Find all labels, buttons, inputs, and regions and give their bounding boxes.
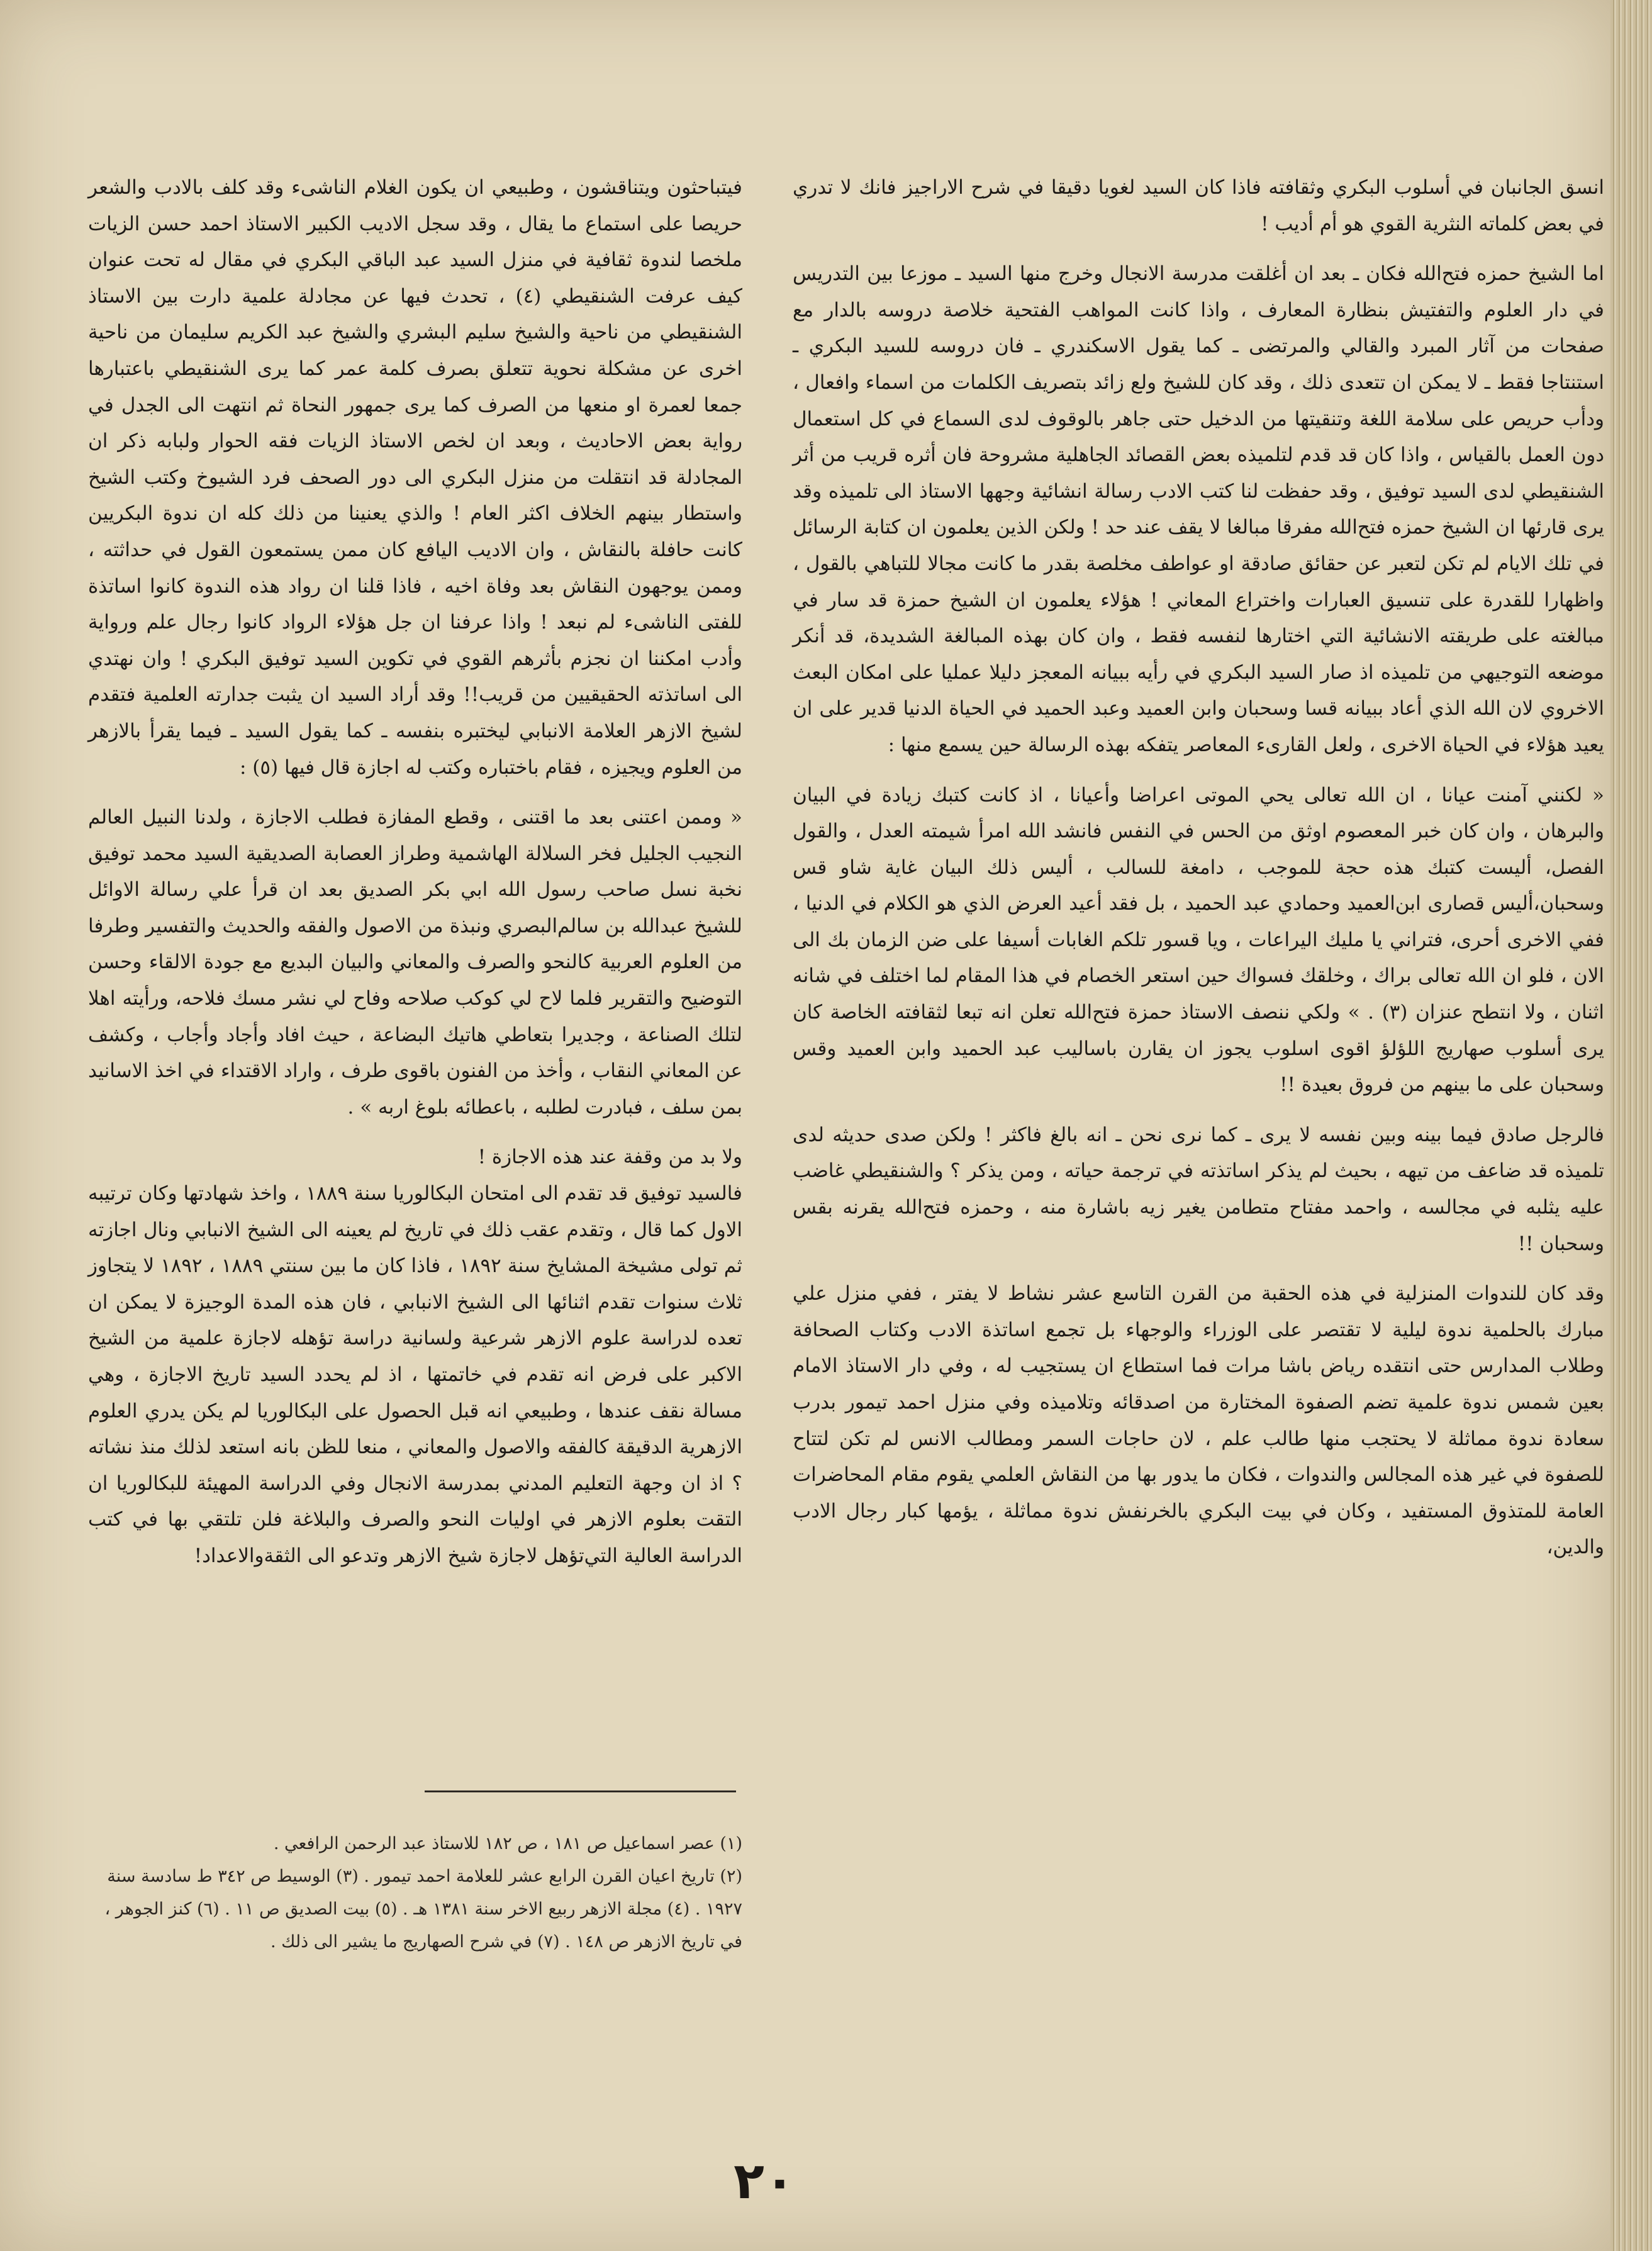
footnote-divider bbox=[425, 1790, 736, 1792]
paragraph: ولا بد من وقفة عند هذه الاجازة ! bbox=[477, 1146, 742, 1169]
paragraph: فالسيد توفيق قد تقدم الى امتحان البكالوريا سنة ١٨٨٩ ، واخذ شهادتها وكان ترتيبه الاول كما قال ، وتقدم عقب ذلك في تاريخ لم يعينه الى الشيخ الانبابي ونال اجازته ثم تولى مشيخة المشايخ سنة ١٨٩٢ ، فاذا كان ما بين سنتي ١٨٨٩ ، ١٨٩٢ لا يتجاوز ثلاث سنوات تقدم اثنائها الى الشيخ الانبابي ، فان هذه المدة الوجيزة لا يمكن ان تعده لدراسة علوم الازهر شرعية ولسانية دراسة تؤهله لاجازة علمية من الشيخ الاكبر على فرض انه تقدم في خاتمتها ، اذ لم يحدد السيد تاريخ الاجازة ، وهي مسالة نقف عندها ، وطبيعي انه قبل الحصول على البكالوريا لم يكن يدري العلوم الازهرية الدقيقة كالفقه والاصول والمعاني ، منعا للظن بانه استعد لذلك منذ نشاته ؟ اذ ان وجهة التعليم المدني بمدرسة الانجال وفي الدراسة المهيئة للبكالوريا ان التقت بعلوم الازهر في اوليات النحو والصرف والبلاغة فلن تلتقي بها في كتب الدراسة العالية التي‌تؤهل لاجازة شيخ الازهر وتدعو الى الثقةوالاعداد! bbox=[88, 1182, 742, 1567]
right-text-column bbox=[793, 170, 1604, 1566]
page-number: ٢٠ bbox=[734, 2152, 795, 2210]
footnote: (١) عصر اسماعيل ص ١٨١ ، ص ١٨٢ للاستاذ عبد الرحمن الرافعي . bbox=[273, 1834, 742, 1853]
quote-paragraph: « لكنني آمنت عيانا ، ان الله تعالى يحي الموتى اعراضا وأعيانا ، اذ كانت كتبك زيادة في البيان والبرهان ، وان كان خبر المعصوم اوثق من الحس في النفس فانشد الله امرأ شيمته العدل ، والقول الفصل، أليست كتبك هذه حجة للموجب ، دامغة للسالب ، أليس ذلك البيان غاية شاو قس وسحبان،أليس قصارى ابن‌العميد وحمادي عبد الحميد ، بل فقد أعيد العرض الذي هو الكلام في الدنيا ، ففي الاخرى أحرى، فتراني يا مليك اليراعات ، ويا قسور تلكم الغابات أسيفا على ضن الزمان بك الى الان ، فلو ان الله تعالى براك ، وخلقك فسواك حين استعر الخصام في هذا المقام لما اختلف في شانه اثنان ، ولا انتطح عنزان (٣) . » ولكي ننصف الاستاذ حمزة فتح‌الله تعلن انه تبعا لثقافته الخاصة كان يرى أسلوب صهاريج اللؤلؤ اقوى اسلوب يجوز ان يقارن باساليب عبد الحميد وابن العميد وقس وسحبان على ما بينهم من فروق بعيدة !! bbox=[793, 783, 1605, 1097]
paragraph: انسق الجانبان في أسلوب البكري وثقافته فاذا كان السيد لغويا دقيقا في شرح الاراجيز فانك لا تدري في بعض كلماته النثرية القوي هو أم أديب ! bbox=[793, 176, 1604, 235]
paragraph: وقد كان للندوات المنزلية في هذه الحقبة من القرن التاسع عشر نشاط لا يفتر ، ففي منزل علي مبارك بالحلمية ندوة ليلية لا تقتصر على الوزراء والوجهاء بل تجمع اساتذة الادب وكتاب الصحافة وطلاب المدارس حتى انتقده رياض باشا مرات فما استطاع ان يستجيب له ، وفي دار الاستاذ الامام بعين شمس ندوة علمية تضم الصفوة المختارة من اصدقائه وتلاميذه وفي منزل احمد تيمور بدرب سعادة ندوة مماثلة لا يحتجب منها طالب علم ، لان حاجات السمر ومطالب الانس لم تكن لتتاح للصفوة في غير هذه المجالس والندوات ، فكان ما يدور بها من النقاش العلمي يقوم مقام المحاضرات العامة للمتذوق المستفيد ، وكان في بيت البكري بالخرنفش ندوة مماثلة ، يؤمها كبار رجال الادب والدين، bbox=[793, 1282, 1604, 1559]
footnotes bbox=[88, 1828, 742, 1958]
page-edge bbox=[1610, 0, 1652, 2251]
left-text-column bbox=[88, 170, 742, 1575]
paragraph: اما الشيخ حمزه فتح‌الله فكان ـ بعد ان أغلقت مدرسة الانجال وخرج منها السيد ـ موزعا بين التدريس في دار العلوم والتفتيش بنظارة المعارف ، واذا كانت المواهب الفتحية خلاصة دروسه بالدار مع صفحات من آثار المبرد والقالي والمرتضى ـ كما يقول الاسكندري ـ فان دروسه للسيد البكري ـ استنتاجا فقط ـ لا يمكن ان تتعدى ذلك ، وقد كان للشيخ ولع زائد بتصريف الكلمات من اسماء وافعال ، ودأب حريص على سلامة اللغة وتنقيتها من الدخيل حتى جاهر بالوقوف لدى السماع في كل استعمال دون العمل بالقياس ، واذا كان قد قدم لتلميذه بعض القصائد الجاهلية مشروحة فان أثره قريب من أثر الشنقيطي لدى السيد توفيق ، وقد حفظت لنا كتب الادب رسالة انشائية وجهها الاستاذ الى تلميذه وقد يرى قارئها ان الشيخ حمزه فتح‌الله مفرقا مبالغا لا يقف عند حد ! ولكن الذين يعلمون ان كتابة الرسائل في تلك الايام لم تكن لتعبر عن حقائق صادقة او عواطف مخلصة بقدر ما كانت مجالا للتباهي بالقول ، واظهارا للقدرة على تنسيق العبارات واختراع المعاني ! هؤلاء يعلمون ان الشيخ حمزة قد سار في مبالغته على طريقته الانشائية التي اختارها لنفسه فقط ، وان كان بهذه المبالغة الشديدة، قد أنكر موضعه التوجيهي من تلميذه اذ صار السيد البكري في رأيه ببيانه المعجز دليلا عمليا على امكان البعث الاخروي لان الله الذي أعاد ببيانه قسا وسحبان وابن العميد وعبد الحميد في الحياة الدنيا قدير على ان يعيد هؤلاء في الحياة الاخرى ، ولعل القارىء المعاصر يتفكه بهذه الرسالة حين يسمع منها : bbox=[793, 262, 1604, 756]
paragraph: فيتباحثون ويتناقشون ، وطبيعي ان يكون الغلام الناشىء وقد كلف بالادب والشعر حريصا على استماع ما يقال ، وقد سجل الاديب الكبير الاستاذ احمد حسن الزيات ملخصا لندوة ثقافية في منزل السيد عبد الباقي البكري في مقال له تحت عنوان كيف عرفت الشنقيطي (٤) ، تحدث فيها عن مجادلة علمية دارت بين الاستاذ الشنقيطي من ناحية والشيخ سليم البشري والشيخ عبد الكريم سليمان من ناحية اخرى عن مشكلة نحوية تتعلق بصرف كلمة عمر كما يرى الشنقيطي باعتبارها جمعا لعمرة او منعها من الصرف كما يرى جمهور النحاة ثم انتهت الى الجدل في رواية بعض الاحاديث ، وبعد ان لخص الاستاذ الزيات فقه الحوار ولبابه ذكر ان المجادلة قد انتقلت من منزل البكري الى دور الصحف فرد الشيوخ وكتب الشيخ واستطار بينهم الخلاف اكثر العام ! والذي يعنينا من ذلك كله ان ندوة البكريين كانت حافلة بالنقاش ، وان الاديب اليافع كان ممن يستمعون القول في حداثته ، وممن يوجهون النقاش بعد وفاة اخيه ، فاذا قلنا ان رواد هذه الندوة كانوا اساتذة للفتى الناشىء لم نبعد ! واذا عرفنا ان جل هؤلاء الرواد كانوا رجال علم ورواية وأدب امكننا ان نجزم بأثرهم القوي في تكوين السيد توفيق البكري ! وان نهتدي الى اساتذته الحقيقيين من قريب!! وقد أراد السيد ان يثبت جدارته العلمية فتقدم لشيخ الازهر العلامة الانبابي ليختبره بنفسه ـ كما يقول السيد ـ فيما يقرأ بالازهر من العلوم ويجيزه ، فقام باختباره وكتب له اجازة قال فيها (٥) : bbox=[88, 176, 742, 779]
footnote: (٢) تاريخ اعيان القرن الرابع عشر للعلامة احمد تيمور . (٣) الوسيط ص ٣٤٢ ط سادسة سنة ١٩٢٧ . (٤) مجلة الازهر ربيع الاخر سنة ١٣٨١ هـ . (٥) بيت الصديق ص ١١ . (٦) كنز الجوهر ، في تاريخ الازهر ص ١٤٨ . (٧) في شرح الصهاريج ما يشير الى ذلك . bbox=[104, 1867, 742, 1952]
paragraph: فالرجل صادق فيما بينه وبين نفسه لا يرى ـ كما نرى نحن ـ انه بالغ فاكثر ! ولكن صدى حديثه لدى تلميذه قد ضاعف من تيهه ، بحيث لم يذكر اساتذته في ترجمة حياته ، ومن يذكر ؟ والشنقيطي غاضب عليه يثلبه في مجالسه ، واحمد مفتاح متطامن يغير زيه باشارة منه ، وحمزه فتح‌الله يقرنه بقس وسحبان !! bbox=[793, 1123, 1604, 1255]
quote-paragraph: « وممن اعتنى بعد ما اقتنى ، وقطع المفازة فطلب الاجازة ، ولدنا النبيل العالم النجيب الجليل فخر السلالة الهاشمية وطراز العصابة الصديقية السيد محمد توفيق نخبة نسل صاحب رسول الله ابي بكر الصديق بعد ان قرأ علي رسالة الاوائل للشيخ عبدالله بن سالم‌البصري ونبذة من الاصول والفقه والحديث والتفسير وطرفا من العلوم العربية كالنحو والصرف والمعاني والبيان البديع مع جودة الالقاء وحسن التوضيح والتقرير فلما لاح لي كوكب صلاحه وفاح لي نشر مسك فلاحه، ورأيته اهلا لتلك الصناعة ، وجديرا بتعاطي هاتيك البضاعة ، حيث افاد وأجاد وأجاب ، وكشف عن المعاني النقاب ، وأخذ من الفنون باقوى طرف ، واراد الاقتداء في اخذ الاسانيد بمن سلف ، فبادرت لطلبه ، باعطائه بلوغ اربه » . bbox=[88, 806, 742, 1119]
